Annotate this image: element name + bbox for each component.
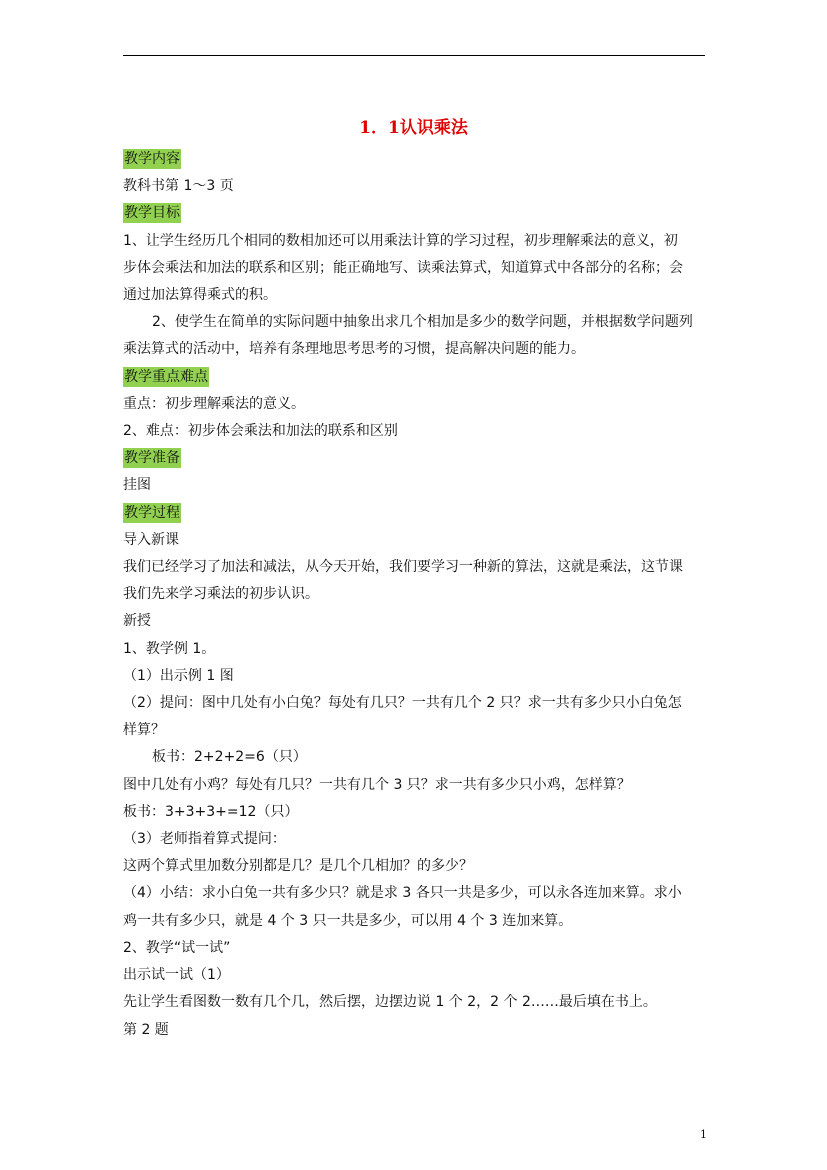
section-heading-preparation: 教学准备 <box>124 450 180 467</box>
paragraph: 步体会乘法和加法的联系和区别；能正确地写、读乘法算式，知道算式中各部分的名称；会 <box>123 259 683 276</box>
paragraph: 板书：2+2+2=6（只） <box>152 749 307 766</box>
paragraph: 挂图 <box>123 477 151 494</box>
paragraph: 先让学生看图数一数有几个几，然后摆，边摆边说 1 个 2，2 个 2……最后填在书上。 <box>123 994 657 1011</box>
paragraph: 乘法算式的活动中，培养有条理地思考思考的习惯，提高解决问题的能力。 <box>123 341 585 358</box>
paragraph: 通过加法算得乘式的积。 <box>123 287 277 304</box>
paragraph: （1）出示例 1 图 <box>123 667 234 684</box>
paragraph: （2）提问：图中几处有小白兔？每处有几只？一共有几个 2 只？求一共有多少只小白兔怎 <box>123 695 682 712</box>
paragraph: 2、难点：初步体会乘法和加法的联系和区别 <box>123 423 398 440</box>
paragraph: 重点：初步理解乘法的意义。 <box>123 395 305 412</box>
paragraph: 鸡一共有多少只，就是 4 个 3 只一共是多少，可以用 4 个 3 连加来算。 <box>123 912 573 929</box>
section-heading-goals: 教学目标 <box>124 205 180 222</box>
section-heading-process: 教学过程 <box>124 504 180 521</box>
paragraph: （3）老师指着算式提问： <box>123 831 286 848</box>
paragraph: 第 2 题 <box>123 1021 169 1038</box>
paragraph: 样算？ <box>123 722 165 739</box>
section-heading-keypoints: 教学重点难点 <box>124 368 208 385</box>
paragraph: 板书：3+3+3+=12（只） <box>123 803 299 820</box>
paragraph: 我们已经学习了加法和减法，从今天开始，我们要学习一种新的算法，这就是乘法，这节课 <box>123 559 683 576</box>
paragraph: 导入新课 <box>123 531 179 548</box>
paragraph: 2、使学生在简单的实际问题中抽象出求几个相加是多少的数学问题，并根据数学问题列 <box>152 314 693 331</box>
paragraph: 1、教学例 1。 <box>123 640 216 657</box>
document-title: 1．1认识乘法 <box>359 118 468 138</box>
section-heading-content: 教学内容 <box>124 151 180 167</box>
page-number: 1 <box>700 1128 707 1141</box>
document-body <box>123 146 708 1044</box>
paragraph: 教科书第 1～3 页 <box>123 178 234 195</box>
paragraph: （4）小结：求小白兔一共有多少只？就是求 3 各只一共是多少，可以永各连加来算。求小 <box>123 885 682 902</box>
paragraph: 2、教学“试一试” <box>123 939 231 956</box>
paragraph: 出示试一试（1） <box>123 967 230 984</box>
paragraph: 这两个算式里加数分别都是几？是几个几相加？的多少？ <box>123 858 473 875</box>
paragraph: 1、让学生经历几个相同的数相加还可以用乘法计算的学习过程，初步理解乘法的意义，初 <box>123 232 678 249</box>
header-rule <box>123 55 705 56</box>
paragraph: 图中几处有小鸡？每处有几只？一共有几个 3 只？求一共有多少只小鸡，怎样算？ <box>123 776 631 793</box>
paragraph: 新授 <box>123 613 151 630</box>
paragraph: 我们先来学习乘法的初步认识。 <box>123 586 319 603</box>
